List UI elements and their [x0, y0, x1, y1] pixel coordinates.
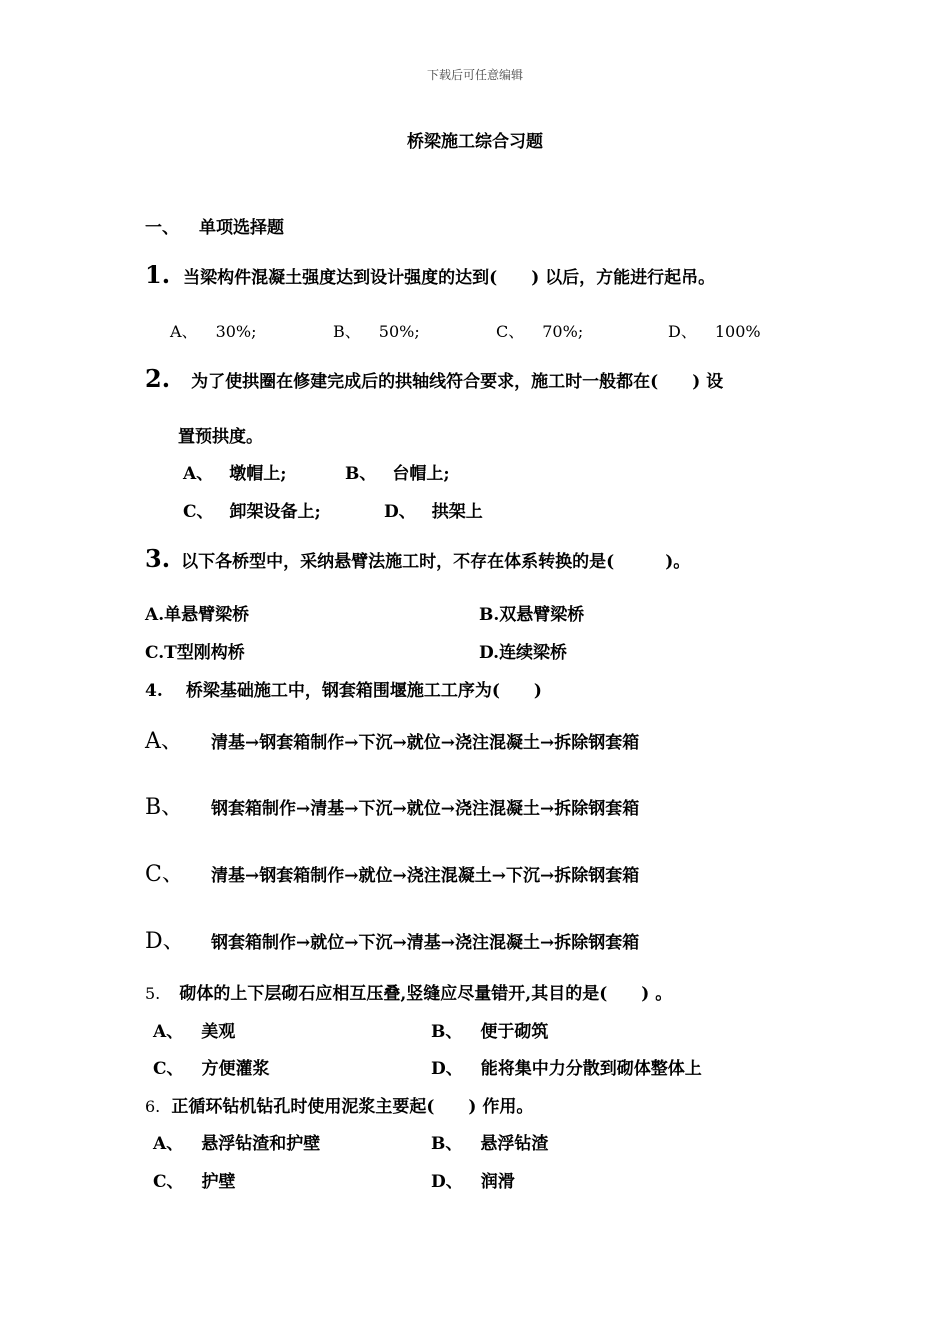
option-label: B、 — [431, 1022, 463, 1042]
page-header: 下载后可任意编辑 — [426, 68, 523, 82]
section-heading — [145, 213, 284, 238]
q3-option-d — [479, 638, 567, 663]
option-label: A、 — [183, 464, 214, 484]
question-text: 砌体的上下层砌石应相互压叠,竖缝应尽量错开,其目的是( ) 。 — [179, 984, 673, 1004]
option-label: D、 — [431, 1059, 463, 1079]
question-text: 以下各桥型中，采纳悬臂法施工时，不存在体系转换的是( )。 — [181, 552, 691, 572]
option-label: C、 — [183, 502, 214, 522]
question-3 — [145, 544, 690, 573]
question-4 — [145, 676, 542, 701]
option-text: T型刚构桥 — [164, 643, 245, 663]
question-number: 4. — [145, 681, 163, 701]
question-number: 2. — [145, 364, 171, 393]
q5-option-a — [153, 1017, 235, 1042]
q4-option-b — [145, 790, 640, 821]
option-text: 悬浮钻渣 — [480, 1134, 549, 1154]
q6-option-b — [431, 1129, 548, 1154]
option-text: 护壁 — [201, 1172, 236, 1192]
option-label: D、 — [145, 929, 185, 954]
option-text: 50%; — [378, 322, 420, 341]
option-text: 钢套箱制作→清基→下沉→就位→浇注混凝土→拆除钢套箱 — [211, 799, 640, 819]
option-label: C. — [145, 643, 165, 663]
option-label: D、 — [668, 322, 697, 341]
q6-option-c — [153, 1167, 236, 1192]
q1-option-d — [668, 319, 761, 342]
q3-option-b — [479, 600, 584, 625]
option-label: B、 — [431, 1134, 463, 1154]
option-label: B、 — [333, 322, 361, 341]
q2-option-a — [183, 459, 286, 484]
option-text: 便于砌筑 — [480, 1022, 549, 1042]
option-text: 清基→钢套箱制作→下沉→就位→浇注混凝土→拆除钢套箱 — [211, 733, 640, 753]
option-text: 墩帽上; — [229, 464, 287, 484]
option-label: C、 — [153, 1059, 184, 1079]
option-text: 100% — [714, 322, 761, 341]
option-text: 台帽上; — [392, 464, 450, 484]
option-text: 单悬臂梁桥 — [164, 605, 250, 625]
q2-option-c — [183, 497, 321, 522]
option-text: 悬浮钻渣和护壁 — [201, 1134, 321, 1154]
section-number: 一、 — [145, 218, 179, 238]
q3-option-c — [145, 638, 245, 663]
option-text: 70%; — [542, 322, 584, 341]
q1-option-b — [333, 319, 420, 342]
question-number: 5. — [145, 984, 161, 1003]
question-text: 正循环钻机钻孔时使用泥浆主要起( ) 作用。 — [171, 1097, 534, 1117]
option-text: 能将集中力分散到砌体整体上 — [480, 1059, 702, 1079]
option-label: B. — [479, 605, 500, 625]
option-label: B、 — [145, 795, 184, 820]
option-label: C、 — [145, 862, 184, 887]
option-text: 方便灌浆 — [201, 1059, 270, 1079]
q5-option-c — [153, 1054, 270, 1079]
question-number: 1. — [145, 260, 171, 289]
q4-option-c — [145, 857, 640, 888]
option-text: 美观 — [201, 1022, 236, 1042]
q2-option-d — [384, 497, 483, 522]
question-6 — [145, 1092, 533, 1117]
q6-option-a — [153, 1129, 320, 1154]
option-label: A、 — [153, 1134, 184, 1154]
question-number: 6. — [145, 1097, 161, 1116]
option-label: A、 — [145, 729, 183, 754]
option-text: 拱架上 — [431, 502, 483, 522]
question-text: 桥梁基础施工中，钢套箱围堰施工工序为( ) — [185, 681, 542, 701]
option-text: 连续梁桥 — [499, 643, 568, 663]
document-title: 桥梁施工综合习题 — [407, 132, 543, 152]
option-label: C、 — [496, 322, 525, 341]
option-label: D、 — [384, 502, 416, 522]
question-number: 3. — [145, 544, 171, 573]
q6-option-d — [431, 1167, 515, 1192]
q2-option-b — [345, 459, 450, 484]
option-text: 钢套箱制作→就位→下沉→清基→浇注混凝土→拆除钢套箱 — [211, 933, 640, 953]
q1-option-a — [170, 319, 257, 342]
option-label: D. — [479, 643, 500, 663]
option-text: 润滑 — [480, 1172, 515, 1192]
option-text: 卸架设备上; — [229, 502, 321, 522]
option-text: 双悬臂梁桥 — [499, 605, 585, 625]
option-label: B、 — [345, 464, 377, 484]
question-5 — [145, 979, 672, 1004]
question-text-line1: 为了使拱圈在修建完成后的拱轴线符合要求，施工时一般都在( ) 设 — [191, 372, 724, 392]
q3-option-a — [145, 600, 249, 625]
option-text: 清基→钢套箱制作→就位→浇注混凝土→下沉→拆除钢套箱 — [211, 866, 640, 886]
section-label: 单项选择题 — [199, 218, 284, 238]
question-text-line2: 置预拱度。 — [178, 427, 263, 447]
option-label: D、 — [431, 1172, 463, 1192]
q5-option-d — [431, 1054, 702, 1079]
option-label: C、 — [153, 1172, 184, 1192]
q1-option-c — [496, 319, 583, 342]
q4-option-a — [145, 724, 640, 755]
option-label: A、 — [153, 1022, 184, 1042]
question-2 — [145, 364, 723, 393]
q5-option-b — [431, 1017, 548, 1042]
option-label: A、 — [170, 322, 198, 341]
option-label: A. — [145, 605, 165, 625]
option-text: 30%; — [215, 322, 257, 341]
q4-option-d — [145, 924, 640, 955]
question-text: 当梁构件混凝土强度达到设计强度的达到( ) 以后，方能进行起吊。 — [183, 268, 716, 288]
question-1 — [145, 260, 715, 289]
